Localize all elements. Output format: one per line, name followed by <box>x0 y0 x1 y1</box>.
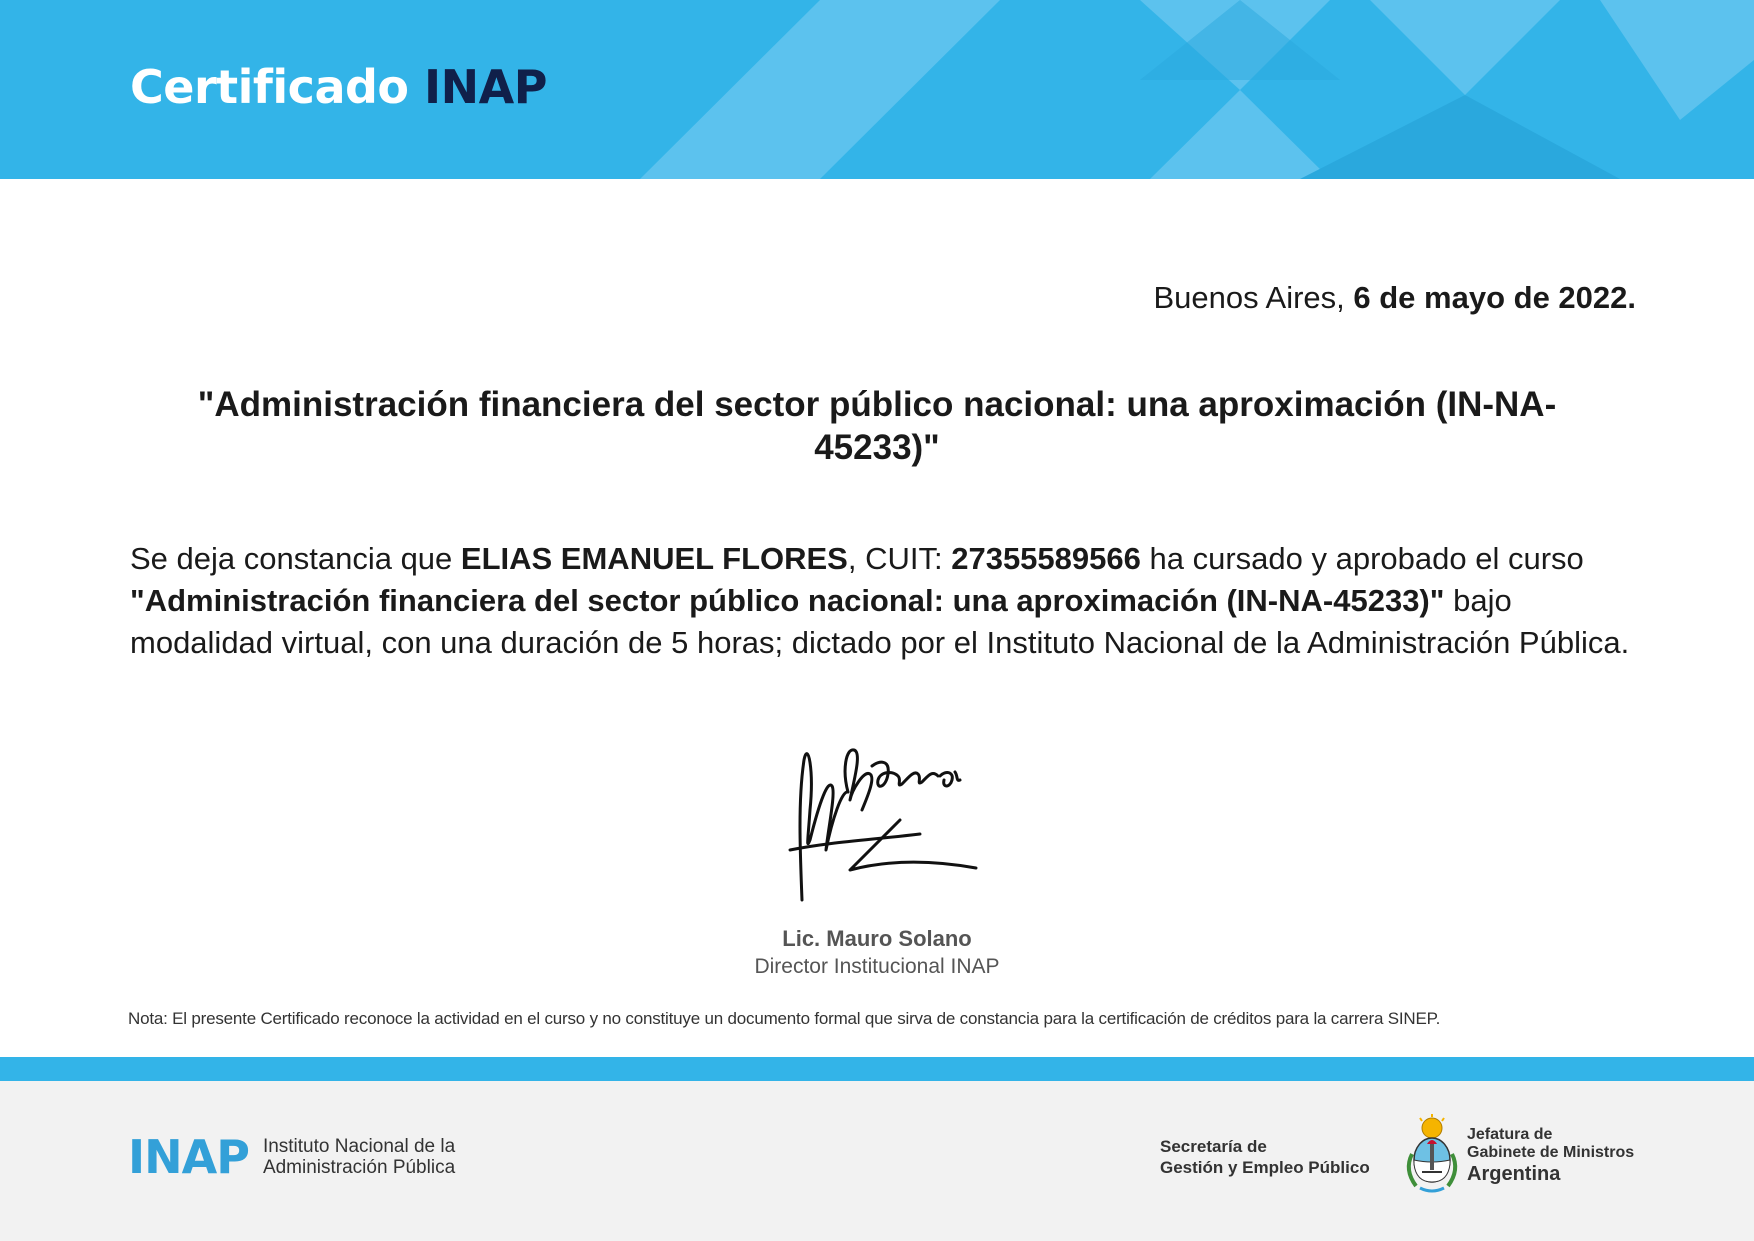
date: 6 de mayo de 2022. <box>1353 280 1636 315</box>
place: Buenos Aires, <box>1153 280 1354 315</box>
inap-logo-text <box>263 1136 455 1178</box>
course-name: "Administración financiera del sector público nacional: una aproximación (IN-NA-45233)" <box>130 583 1445 618</box>
course-heading: "Administración financiera del sector público nacional: una aproximación (IN-NA-45233)" <box>197 385 1557 467</box>
inap-line2: Administración Pública <box>262 1157 456 1178</box>
student-name: ELIAS EMANUEL FLORES <box>460 541 848 576</box>
signer-title: Director Institucional INAP <box>754 955 1000 978</box>
disclaimer-note: Nota: El presente Certificado reconoce la actividad en el curso y no constituye un documento formal que sirva de constancia para la certificación de créditos para la carrera SINEP. <box>128 1009 1441 1028</box>
body-approved: ha cursado y aprobado el curso <box>1140 541 1584 576</box>
title-certificado: Certificado <box>130 60 409 114</box>
inap-line1: Instituto Nacional de la <box>262 1136 456 1157</box>
cuit-label: , CUIT: <box>847 541 952 576</box>
secretaria-line2: Gestión y Empleo Público <box>1160 1158 1370 1177</box>
header-banner <box>0 0 1754 179</box>
certificate-title <box>130 60 547 114</box>
secretaria-line1: Secretaría de <box>1160 1137 1267 1156</box>
jefatura-line1: Jefatura de <box>1467 1126 1553 1143</box>
inap-logo <box>128 1130 455 1184</box>
title-inap: INAP <box>424 60 547 114</box>
body-intro: Se deja constancia que <box>130 541 461 576</box>
jefatura-line3: Argentina <box>1467 1163 1561 1185</box>
body-closing: bajo modalidad virtual, con una duración de 5 horas; dictado por el Instituto Nacional de la Administración Pública. <box>130 583 1630 660</box>
jefatura-line2: Gabinete de Ministros <box>1467 1144 1635 1161</box>
secretaria-logo <box>1160 1136 1370 1178</box>
cuit-value: 27355589566 <box>951 541 1141 576</box>
inap-logo-mark: INAP <box>128 1130 249 1184</box>
certificate-body <box>130 538 1640 664</box>
argentina-coat-of-arms-icon <box>1400 1114 1464 1194</box>
signer-name: Lic. Mauro Solano <box>782 926 972 951</box>
place-date <box>1153 280 1636 316</box>
jefatura-logo <box>1467 1126 1634 1186</box>
signature <box>780 730 1000 910</box>
footer-stripe <box>0 1057 1754 1081</box>
